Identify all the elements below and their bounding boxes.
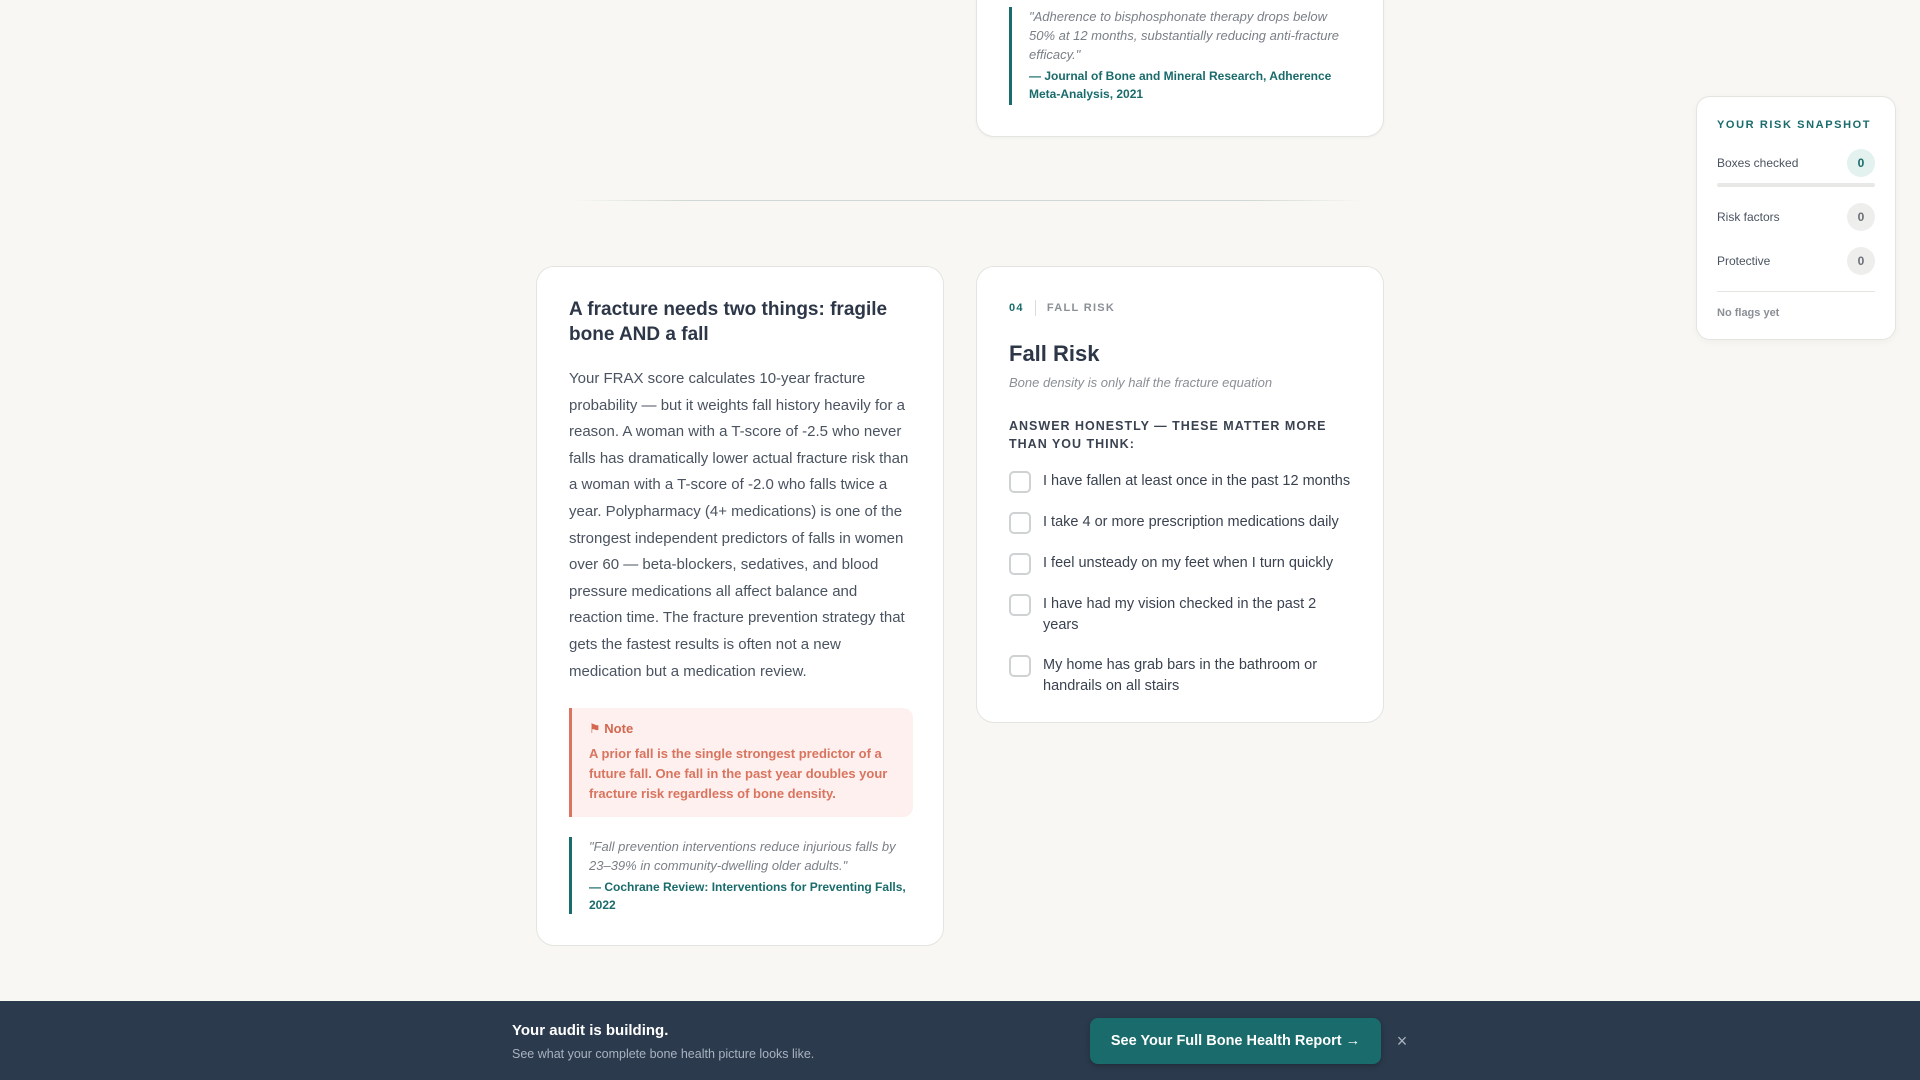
checkbox[interactable] bbox=[1009, 594, 1031, 616]
close-icon[interactable]: × bbox=[1396, 1031, 1408, 1051]
cochrane-quote-text: "Fall prevention interventions reduce injurious falls by 23–39% in community-dwelling older adults." bbox=[589, 839, 896, 873]
flag-icon: ⚑ bbox=[589, 721, 601, 736]
checklist-item-label: My home has grab bars in the bathroom or handrails on all stairs bbox=[1043, 657, 1318, 694]
risk-snapshot-panel bbox=[1696, 96, 1896, 340]
checkbox[interactable] bbox=[1009, 655, 1031, 677]
fall-info-card bbox=[536, 266, 944, 946]
checklist-item-unsteady[interactable] bbox=[1009, 553, 1359, 575]
cochrane-quote bbox=[569, 837, 909, 914]
section-separator bbox=[1035, 300, 1036, 316]
full-report-button[interactable]: See Your Full Bone Health Report → bbox=[1090, 1018, 1381, 1064]
note-callout bbox=[569, 708, 913, 817]
fall-risk-checklist bbox=[1009, 471, 1359, 716]
section-divider bbox=[572, 200, 1364, 201]
risk-card-title: Fall Risk bbox=[1009, 341, 1100, 366]
protective-label: Protective bbox=[1717, 254, 1771, 268]
boxes-checked-label: Boxes checked bbox=[1717, 156, 1799, 170]
section-tag bbox=[1009, 300, 1115, 316]
checkbox[interactable] bbox=[1009, 471, 1031, 493]
snapshot-flags-status: No flags yet bbox=[1717, 307, 1780, 319]
checklist-item-label: I have had my vision checked in the past 2 years bbox=[1043, 596, 1317, 633]
snapshot-row-boxes-checked bbox=[1717, 149, 1875, 177]
risk-factors-count: 0 bbox=[1847, 203, 1875, 231]
adherence-quote bbox=[1009, 7, 1349, 105]
info-card-body: Your FRAX score calculates 10-year fracture probability — but it weights fall history heavily for a reason. A woman with a T-score of -2.5 who never falls has dramatically lower actual fracture risk than a woman with a T-score of -2.0 who falls twice a year. Polypharmacy (4+ medications) is one of the strongest independent predictors of falls in women over 60 — beta-blockers, sedatives, and blood pressure medications all affect balance and reaction time. The fracture prevention strategy that gets the fastest results is often not a new medication but a medication review. bbox=[569, 370, 909, 680]
note-heading-label: Note bbox=[604, 721, 634, 736]
checklist-item-vision[interactable] bbox=[1009, 594, 1359, 636]
protective-count: 0 bbox=[1847, 247, 1875, 275]
risk-card-prompt: ANSWER HONESTLY — THESE MATTER MORE THAN YOU THINK: bbox=[1009, 419, 1327, 451]
section-number: 04 bbox=[1009, 302, 1024, 314]
checkbox[interactable] bbox=[1009, 553, 1031, 575]
report-bar-subtitle: See what your complete bone health picture looks like. bbox=[512, 1047, 815, 1061]
report-bar-title: Your audit is building. bbox=[512, 1022, 669, 1039]
snapshot-divider bbox=[1717, 291, 1875, 292]
note-text: A prior fall is the single strongest predictor of a future fall. One fall in the past year doubles your fracture risk regardless of bone density. bbox=[589, 746, 888, 801]
snapshot-progress-bar bbox=[1717, 183, 1875, 187]
checkbox[interactable] bbox=[1009, 512, 1031, 534]
boxes-checked-count: 0 bbox=[1847, 149, 1875, 177]
checklist-item-grab-bars[interactable] bbox=[1009, 655, 1359, 697]
section-name: FALL RISK bbox=[1046, 302, 1116, 314]
checklist-item-medications[interactable] bbox=[1009, 512, 1359, 534]
fall-risk-card bbox=[976, 266, 1384, 723]
sticky-report-bar bbox=[0, 1001, 1920, 1080]
checklist-item-label: I take 4 or more prescription medications daily bbox=[1043, 514, 1339, 530]
risk-card-subtitle: Bone density is only half the fracture equation bbox=[1009, 375, 1273, 390]
adherence-quote-text: "Adherence to bisphosphonate therapy drops below 50% at 12 months, substantially reducing anti-fracture efficacy." bbox=[1029, 9, 1340, 62]
cochrane-quote-source: — Cochrane Review: Interventions for Preventing Falls, 2022 bbox=[589, 880, 906, 912]
checklist-item-label: I have fallen at least once in the past 12 months bbox=[1043, 473, 1351, 489]
risk-factors-label: Risk factors bbox=[1717, 210, 1780, 224]
checklist-item-fallen[interactable] bbox=[1009, 471, 1359, 493]
snapshot-row-protective bbox=[1717, 247, 1875, 275]
adherence-quote-source: — Journal of Bone and Mineral Research, Adherence Meta-Analysis, 2021 bbox=[1029, 69, 1332, 101]
snapshot-row-risk-factors bbox=[1717, 203, 1875, 231]
adherence-quote-card bbox=[976, 0, 1384, 137]
checklist-item-label: I feel unsteady on my feet when I turn quickly bbox=[1043, 555, 1334, 571]
note-heading bbox=[589, 720, 897, 738]
snapshot-title: YOUR RISK SNAPSHOT bbox=[1717, 119, 1872, 131]
info-card-title: A fracture needs two things: fragile bone AND a fall bbox=[569, 299, 888, 345]
